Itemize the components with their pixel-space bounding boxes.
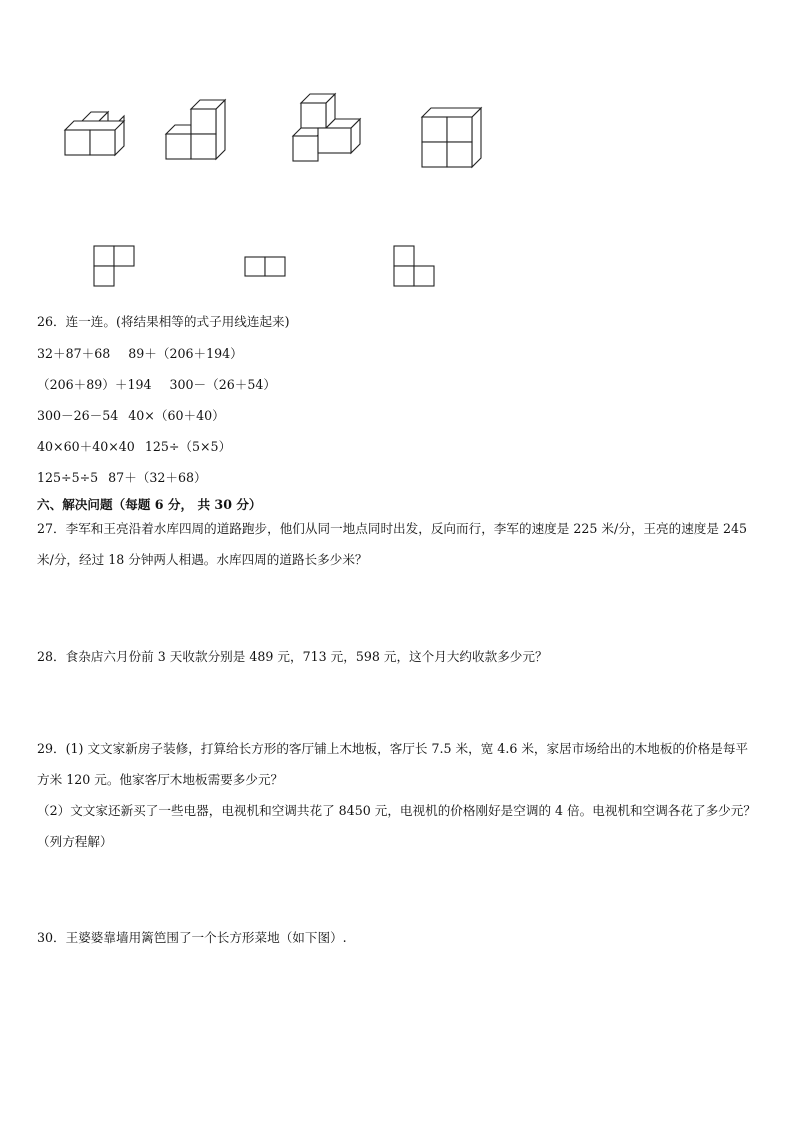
cube-figure-3 [293,94,360,161]
q29-part1: 29．(1) 文文家新房子装修，打算给长方形的客厅铺上木地板，客厅长 7.5 米，宽 4.6 米，家居市场给出的木地板的价格是每平方米 120 元。他家客厅木地板需要多少元？ [37,741,749,787]
q26-right-expr[interactable]: 125÷（5×5） [144,439,232,454]
section-heading: 六、解决问题（每题 6 分， 共 30 分） [37,497,262,512]
q26-row [37,343,243,362]
cube-figures [0,0,794,300]
q26-right-expr[interactable]: 300－（26＋54） [169,377,276,392]
plane-view-3 [394,246,434,286]
q26-left-expr[interactable]: （206＋89）＋194 [37,377,152,392]
cube-figure-4 [422,108,481,167]
q27-text: 27．李军和王亮沿着水库四周的道路跑步，他们从同一地点同时出发，反向而行，李军的速度是 225 米/分，王亮的速度是 245 米/分，经过 18 分钟两人相遇。水库四周的道路长多少米？ [37,521,748,567]
q26-row [37,436,231,455]
q26-right-expr[interactable]: 40×（60＋40） [128,408,225,423]
q28-text: 28．食杂店六月份前 3 天收款分别是 489 元，713 元，598 元，这个月大约收款多少元？ [37,649,548,664]
q26-right-expr[interactable]: 87＋（32＋68） [108,470,207,485]
q29-part2: （2）文文家还新买了一些电器，电视机和空调共花了 8450 元，电视机的价格刚好是空调的 4 倍。电视机和空调各花了多少元？（列方程解） [37,803,756,849]
q26-left-expr[interactable]: 300－26－54 [37,408,119,423]
plane-view-1 [94,246,134,286]
cube-figure-1 [65,112,124,155]
q26-left-expr[interactable]: 125÷5÷5 [37,470,99,485]
cube-figure-2 [166,100,225,159]
plane-view-2 [245,257,285,276]
q26-right-expr[interactable]: 89＋（206＋194） [128,346,243,361]
q26-row [37,405,225,424]
q26-row [37,374,276,393]
q26-left-expr[interactable]: 32＋87＋68 [37,346,111,361]
q30-text: 30．王婆婆靠墙用篱笆围了一个长方形菜地（如下图）. [37,930,347,945]
q26-title: 26．连一连。(将结果相等的式子用线连起来) [37,314,290,329]
q26-row [37,467,207,486]
q26-left-expr[interactable]: 40×60＋40×40 [37,439,135,454]
